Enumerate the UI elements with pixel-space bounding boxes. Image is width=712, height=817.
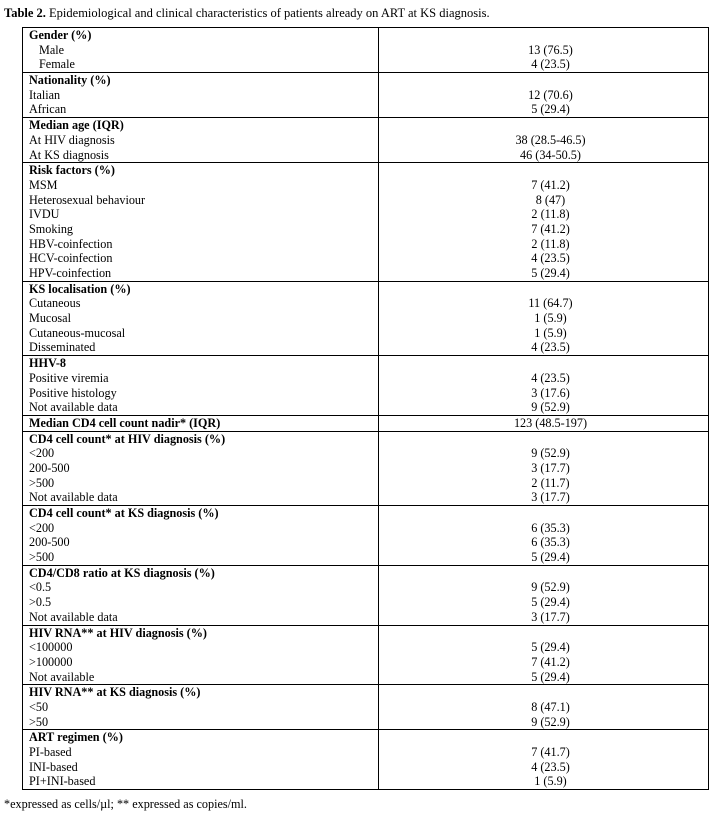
row-value: 7 (41.2) xyxy=(531,177,570,192)
section-value-column xyxy=(379,566,708,625)
section-value-column xyxy=(379,28,708,72)
section-label-column xyxy=(23,730,379,789)
row-value: 38 (28.5-46.5) xyxy=(515,132,586,147)
section-label-column xyxy=(23,28,379,72)
section-value-column xyxy=(379,282,708,355)
row-value: 8 (47) xyxy=(535,192,566,207)
section-value-column xyxy=(379,506,708,565)
section-value-column xyxy=(379,416,708,431)
table-section xyxy=(23,356,709,416)
section-header: Median age (IQR) xyxy=(29,118,124,133)
section-value-column xyxy=(379,685,708,729)
section-value-column xyxy=(379,73,708,117)
section-header: Nationality (%) xyxy=(29,73,111,88)
row-value: 12 (70.6) xyxy=(528,87,573,102)
section-label-column xyxy=(23,432,379,505)
row-label: >100000 xyxy=(29,654,73,669)
row-value: 6 (35.3) xyxy=(531,535,570,550)
section-header-value xyxy=(393,432,708,447)
section-header-value xyxy=(393,356,708,371)
table-section xyxy=(23,282,709,356)
section-header: HIV RNA** at KS diagnosis (%) xyxy=(29,685,201,700)
section-header: Risk factors (%) xyxy=(29,163,115,178)
row-value: 4 (23.5) xyxy=(531,340,570,355)
row-value: 9 (52.9) xyxy=(531,714,570,729)
row-value: 2 (11.8) xyxy=(531,207,570,222)
row-value: 7 (41.2) xyxy=(531,221,570,236)
table-section xyxy=(23,432,709,506)
row-label: IVDU xyxy=(29,207,60,222)
row-label: <50 xyxy=(29,699,49,714)
section-header-value xyxy=(393,566,708,581)
row-label: Disseminated xyxy=(29,340,96,355)
section-label-column xyxy=(23,626,379,685)
row-label: <200 xyxy=(29,446,55,461)
section-header-value: 123 (48.5-197) xyxy=(513,415,588,430)
row-value: 5 (29.4) xyxy=(531,102,570,117)
row-value: 1 (5.9) xyxy=(534,325,567,340)
row-label: Cutaneous-mucosal xyxy=(29,325,126,340)
row-value: 5 (29.4) xyxy=(531,640,570,655)
row-label: Italian xyxy=(29,87,61,102)
row-label: Female xyxy=(39,57,75,72)
row-value: 6 (35.3) xyxy=(531,520,570,535)
row-value: 7 (41.2) xyxy=(531,654,570,669)
section-header-value xyxy=(393,118,708,133)
section-header: CD4 cell count* at KS diagnosis (%) xyxy=(29,506,219,520)
section-value-column xyxy=(379,626,708,685)
table-section xyxy=(23,626,709,686)
row-label: HCV-coinfection xyxy=(29,251,113,266)
row-value: 7 (41.7) xyxy=(531,745,570,759)
row-label: 200-500 xyxy=(29,460,70,475)
table-section xyxy=(23,685,709,730)
section-header-value xyxy=(393,28,708,43)
section-value-column xyxy=(379,163,708,281)
row-value: 3 (17.6) xyxy=(531,385,570,400)
row-label: At HIV diagnosis xyxy=(29,132,115,147)
row-label: PI+INI-based xyxy=(29,774,96,789)
row-label: HBV-coinfection xyxy=(29,236,113,251)
section-label-column xyxy=(23,685,379,729)
row-value: 11 (64.7) xyxy=(528,296,573,311)
row-value: 9 (52.9) xyxy=(531,446,570,461)
section-header-value xyxy=(393,163,708,178)
table-section xyxy=(23,416,709,432)
row-value: 9 (52.9) xyxy=(531,400,570,415)
section-header: CD4 cell count* at HIV diagnosis (%) xyxy=(29,431,226,446)
row-label: HPV-coinfection xyxy=(29,266,112,280)
row-label: MSM xyxy=(29,177,58,192)
row-label: 200-500 xyxy=(29,535,70,550)
section-header-value xyxy=(393,626,708,641)
row-value: 5 (29.4) xyxy=(531,550,570,565)
row-value: 4 (23.5) xyxy=(531,251,570,266)
section-header: Gender (%) xyxy=(29,28,92,42)
row-label: Heterosexual behaviour xyxy=(29,192,146,207)
row-value: 46 (34-50.5) xyxy=(520,147,581,162)
section-header-value xyxy=(393,685,708,700)
row-label: African xyxy=(29,102,67,117)
section-header: KS localisation (%) xyxy=(29,281,131,296)
row-label: Male xyxy=(39,42,65,57)
section-label-column xyxy=(23,566,379,625)
section-header: ART regimen (%) xyxy=(29,730,123,745)
table-caption xyxy=(4,5,490,21)
section-header-value xyxy=(393,282,708,297)
table-footnote: *expressed as cells/µl; ** expressed as copies/ml. xyxy=(4,797,247,811)
section-value-column xyxy=(379,730,708,789)
row-value: 9 (52.9) xyxy=(531,580,570,595)
row-value: 5 (29.4) xyxy=(531,669,570,684)
table-section xyxy=(23,163,709,282)
table-section xyxy=(23,118,709,163)
row-label: Not available data xyxy=(29,490,118,505)
row-label: Not available data xyxy=(29,609,118,624)
section-label-column xyxy=(23,506,379,565)
row-value: 4 (23.5) xyxy=(531,759,570,774)
row-value: 4 (23.5) xyxy=(531,57,570,72)
section-value-column xyxy=(379,356,708,415)
row-label: Positive viremia xyxy=(29,370,109,385)
row-value: 3 (17.7) xyxy=(531,609,570,624)
row-label: <0.5 xyxy=(29,580,52,595)
characteristics-table xyxy=(22,27,709,790)
row-label: Not available xyxy=(29,669,95,684)
section-label-column xyxy=(23,282,379,355)
section-label-column xyxy=(23,118,379,162)
section-label-column xyxy=(23,73,379,117)
table-section xyxy=(23,73,709,118)
row-label: Mucosal xyxy=(29,311,71,326)
row-value: 5 (29.4) xyxy=(531,266,570,280)
row-value: 4 (23.5) xyxy=(531,370,570,385)
row-label: Cutaneous xyxy=(29,296,81,311)
row-value: 3 (17.7) xyxy=(531,490,570,505)
row-label: <100000 xyxy=(29,640,73,655)
section-header: HHV-8 xyxy=(29,356,67,371)
section-value-column xyxy=(379,432,708,505)
row-value: 3 (17.7) xyxy=(531,460,570,475)
row-label: >500 xyxy=(29,550,55,565)
row-label: At KS diagnosis xyxy=(29,147,109,162)
row-value: 5 (29.4) xyxy=(531,595,570,610)
row-label: Smoking xyxy=(29,221,74,236)
table-caption-text: Epidemiological and clinical characteristics of patients already on ART at KS diagnosis. xyxy=(45,6,490,20)
row-label: >500 xyxy=(29,475,55,490)
row-label: INI-based xyxy=(29,759,78,774)
table-section xyxy=(23,566,709,626)
row-label: <200 xyxy=(29,520,55,535)
row-label: >0.5 xyxy=(29,595,52,610)
section-header: CD4/CD8 ratio at KS diagnosis (%) xyxy=(29,565,215,580)
section-value-column xyxy=(379,118,708,162)
section-label-column xyxy=(23,163,379,281)
table-section xyxy=(23,730,709,790)
row-value: 1 (5.9) xyxy=(534,311,567,326)
row-value: 1 (5.9) xyxy=(534,774,567,789)
table-section xyxy=(23,28,709,73)
section-label-column xyxy=(23,416,379,431)
section-header-value xyxy=(393,506,708,521)
row-value: 2 (11.7) xyxy=(531,475,570,490)
section-header-value xyxy=(393,730,708,745)
section-label-column xyxy=(23,356,379,415)
section-header: Median CD4 cell count nadir* (IQR) xyxy=(29,415,221,430)
row-value: 2 (11.8) xyxy=(531,236,570,251)
table-caption-label: Table 2. xyxy=(4,6,46,20)
table-section xyxy=(23,506,709,566)
row-label: >50 xyxy=(29,714,49,729)
section-header: HIV RNA** at HIV diagnosis (%) xyxy=(29,625,207,640)
row-value: 8 (47.1) xyxy=(531,699,570,714)
row-label: PI-based xyxy=(29,745,72,759)
row-value: 13 (76.5) xyxy=(528,42,573,57)
row-label: Positive histology xyxy=(29,385,117,400)
row-label: Not available data xyxy=(29,400,118,415)
section-header-value xyxy=(393,73,708,88)
